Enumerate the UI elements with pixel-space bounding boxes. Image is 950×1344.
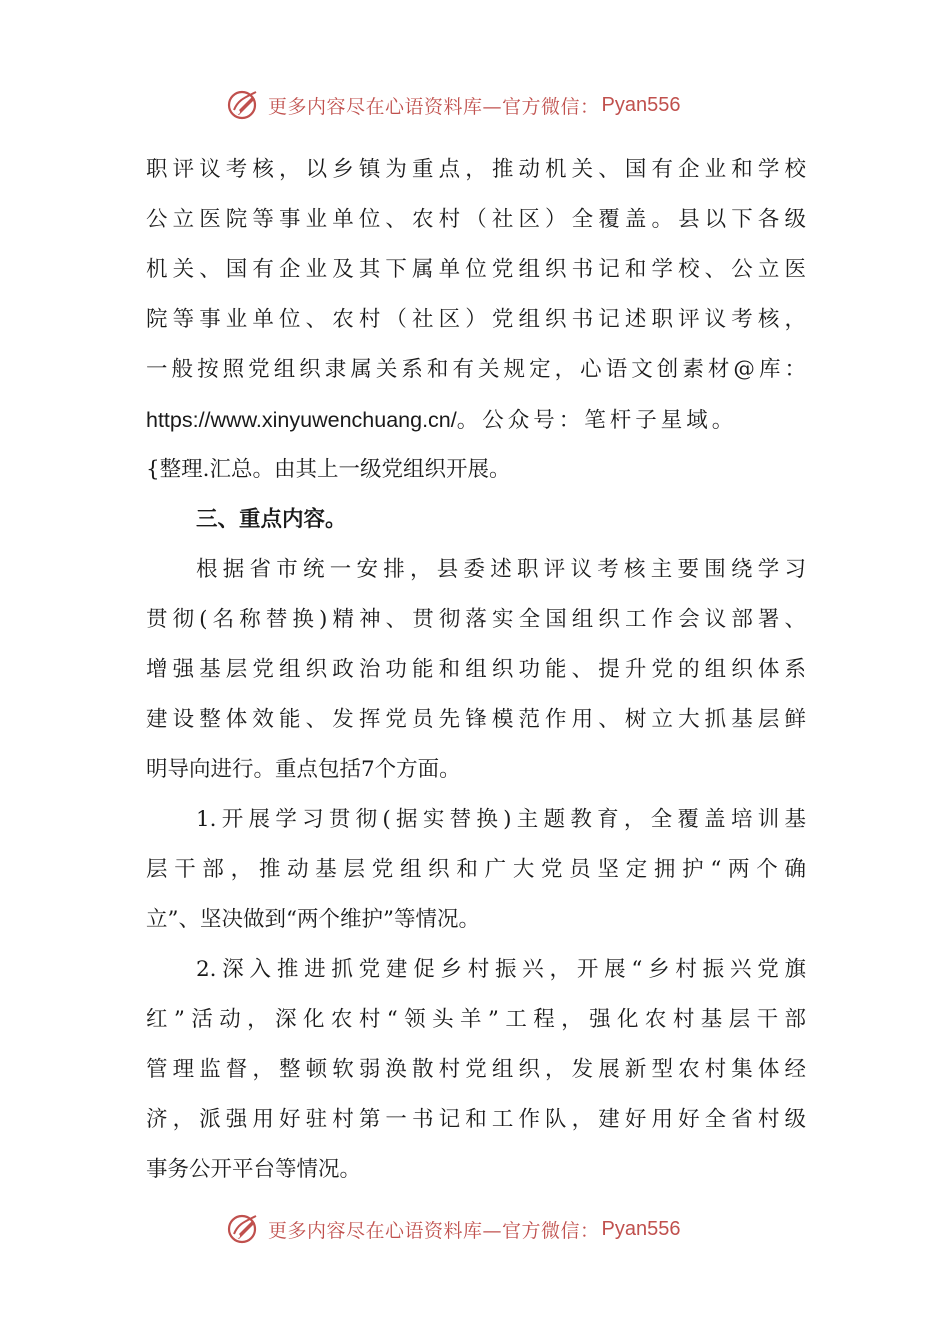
paragraph-line: 增强基层党组织政治功能和组织功能、提升党的组织体系 [146, 657, 806, 682]
list-item-2-line: 济，派强用好驻村第一书记和工作队，建好用好全省村级 [146, 1107, 806, 1132]
banner-sub-text: —官方微信： [482, 1219, 600, 1242]
paragraph-line [146, 405, 806, 436]
list-item-2-line: 事务公开平台等情况。 [146, 1157, 362, 1182]
banner-main-text: 更多内容尽在心语资料库 [268, 95, 483, 118]
paragraph-line: 一般按照党组织隶属关系和有关规定，心语文创素材@库： [146, 357, 806, 382]
paragraph-line: 院等事业单位、农村（社区）党组织书记述职评议考核， [146, 307, 806, 332]
paragraph-line: 根据省市统一安排，县委述职评议考核主要围绕学习 [196, 557, 806, 582]
list-item-2-line: 2.深入推进抓党建促乡村振兴，开展“乡村振兴党旗 [196, 957, 806, 982]
list-item-1-line: 1.开展学习贯彻(据实替换)主题教育，全覆盖培训基 [196, 807, 806, 832]
footer-banner [0, 1206, 950, 1250]
header-banner [0, 82, 950, 126]
paragraph-line: 职评议考核，以乡镇为重点，推动机关、国有企业和学校 [146, 157, 806, 182]
list-item-2-line: 红”活动，深化农村“领头羊”工程，强化农村基层干部 [146, 1007, 806, 1032]
paragraph-line: {整理.汇总。由其上一级党组织开展。 [146, 457, 511, 482]
paragraph-line: 机关、国有企业及其下属单位党组织书记和学校、公立医 [146, 257, 806, 282]
website-url: https://www.xinyuwenchuang.cn/ [146, 408, 457, 432]
section-heading: 三、重点内容。 [196, 507, 347, 532]
paragraph-line-tail: 。公众号：笔杆子星域。 [456, 408, 738, 433]
paragraph-line: 公立医院等事业单位、农村（社区）全覆盖。县以下各级 [146, 207, 806, 232]
pen-logo-icon [226, 88, 262, 122]
list-item-1-line: 立”、坚决做到“两个维护”等情况。 [146, 907, 480, 932]
banner-main-text: 更多内容尽在心语资料库 [268, 1219, 483, 1242]
paragraph-line: 建设整体效能、发挥党员先锋模范作用、树立大抓基层鲜 [146, 707, 806, 732]
pen-logo-icon [226, 1212, 262, 1246]
banner-wechat-id: Pyan556 [601, 93, 681, 116]
paragraph-line: 贯彻(名称替换)精神、贯彻落实全国组织工作会议部署、 [146, 607, 806, 632]
banner-sub-text: —官方微信： [482, 95, 600, 118]
paragraph-line: 明导向进行。重点包括7个方面。 [146, 757, 461, 782]
list-item-2-line: 管理监督，整顿软弱涣散村党组织，发展新型农村集体经 [146, 1057, 806, 1082]
list-item-1-line: 层干部，推动基层党组织和广大党员坚定拥护“两个确 [146, 857, 806, 882]
banner-wechat-id: Pyan556 [601, 1217, 681, 1240]
